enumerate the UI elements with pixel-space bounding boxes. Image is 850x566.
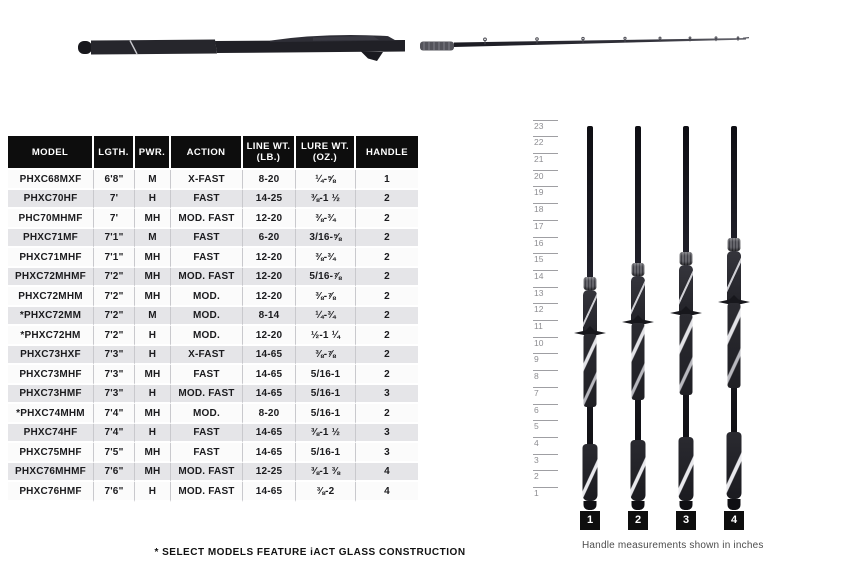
cell-power: M	[135, 229, 171, 249]
cell-lure-wt: ¼-¾	[296, 307, 356, 327]
table-row	[8, 404, 418, 424]
cell-handle: 2	[356, 365, 418, 385]
cell-action: FAST	[171, 229, 243, 249]
ruler-label: 1	[533, 487, 558, 498]
table-row	[8, 463, 418, 483]
cell-power: M	[135, 170, 171, 190]
table-row	[8, 287, 418, 307]
cell-power: H	[135, 385, 171, 405]
table-row	[8, 209, 418, 229]
cell-line-wt: 12-20	[243, 287, 296, 307]
cell-action: FAST	[171, 424, 243, 444]
cell-line-wt: 12-20	[243, 209, 296, 229]
ruler-label: 19	[533, 186, 558, 197]
rod-blank	[635, 126, 641, 263]
ruler-label: 9	[533, 353, 558, 364]
cell-action: FAST	[171, 248, 243, 268]
cell-power: MH	[135, 404, 171, 424]
ruler-label: 20	[533, 170, 558, 181]
ruler-label: 13	[533, 287, 558, 298]
cell-handle: 2	[356, 268, 418, 288]
cell-length: 7'2"	[94, 307, 135, 327]
cell-lure-wt: ¼-⅝	[296, 170, 356, 190]
cell-length: 7'2"	[94, 287, 135, 307]
cell-handle: 2	[356, 404, 418, 424]
cell-handle: 4	[356, 463, 418, 483]
cell-action: MOD.	[171, 404, 243, 424]
cell-model: *PHXC74MHM	[8, 404, 94, 424]
cell-action: MOD.	[171, 307, 243, 327]
table-row	[8, 229, 418, 249]
cell-handle: 4	[356, 482, 418, 502]
handle-number-badge: 4	[724, 511, 744, 530]
cell-action: MOD.	[171, 326, 243, 346]
rod-butt-cap	[78, 41, 92, 54]
cell-handle: 1	[356, 170, 418, 190]
cell-line-wt: 14-65	[243, 424, 296, 444]
butt-grip	[727, 432, 742, 499]
cell-line-wt: 8-20	[243, 170, 296, 190]
cell-power: MH	[135, 209, 171, 229]
cell-action: FAST	[171, 365, 243, 385]
ruler-label: 8	[533, 370, 558, 381]
cell-lure-wt: ⅜-2	[296, 482, 356, 502]
cell-action: X-FAST	[171, 170, 243, 190]
cell-power: MH	[135, 248, 171, 268]
cell-action: MOD. FAST	[171, 482, 243, 502]
cell-action: MOD.	[171, 287, 243, 307]
cell-power: MH	[135, 443, 171, 463]
handle-figure	[520, 120, 820, 566]
upper-grip	[728, 303, 741, 388]
upper-grip	[632, 323, 645, 400]
rod-blank	[683, 126, 689, 252]
cell-lure-wt: ½-1 ¼	[296, 326, 356, 346]
rod-blank	[731, 126, 737, 238]
cell-handle: 3	[356, 424, 418, 444]
cell-power: MH	[135, 287, 171, 307]
cell-power: H	[135, 326, 171, 346]
table-row	[8, 248, 418, 268]
col-header-power: PWR.	[135, 136, 171, 170]
col-header-handle: HANDLE	[356, 136, 418, 170]
cell-model: PHC70MHMF	[8, 209, 94, 229]
ruler-label: 7	[533, 387, 558, 398]
split-grip-blank	[731, 388, 737, 432]
rod-handle-3	[666, 126, 706, 512]
rod-handle-1	[570, 126, 610, 512]
cell-action: FAST	[171, 443, 243, 463]
cell-model: PHXC70HF	[8, 190, 94, 210]
cell-power: H	[135, 482, 171, 502]
cell-model: PHXC68MXF	[8, 170, 94, 190]
col-header-model: MODEL	[8, 136, 94, 170]
ruler-label: 2	[533, 470, 558, 481]
cell-line-wt: 12-20	[243, 268, 296, 288]
cell-length: 7'1"	[94, 229, 135, 249]
cell-line-wt: 14-25	[243, 190, 296, 210]
cell-line-wt: 14-65	[243, 482, 296, 502]
cell-handle: 2	[356, 209, 418, 229]
cell-lure-wt: ⅜-¾	[296, 248, 356, 268]
cell-action: MOD. FAST	[171, 268, 243, 288]
cell-length: 7'3"	[94, 385, 135, 405]
table-row	[8, 346, 418, 366]
ruler-label: 22	[533, 136, 558, 147]
cell-handle: 2	[356, 307, 418, 327]
ruler-label: 15	[533, 253, 558, 264]
spec-table-body	[8, 170, 418, 502]
cell-lure-wt: 3/16-⅝	[296, 229, 356, 249]
cell-length: 7'2"	[94, 326, 135, 346]
table-row	[8, 365, 418, 385]
cell-line-wt: 12-20	[243, 248, 296, 268]
knurled-collar	[584, 277, 597, 290]
cell-length: 7'6"	[94, 463, 135, 483]
cell-line-wt: 14-65	[243, 385, 296, 405]
table-row	[8, 190, 418, 210]
butt-grip	[679, 437, 694, 501]
cell-handle: 2	[356, 326, 418, 346]
ruler-label: 11	[533, 320, 558, 331]
cell-model: *PHXC72MM	[8, 307, 94, 327]
table-row	[8, 326, 418, 346]
cell-lure-wt: 5/16-⅞	[296, 268, 356, 288]
cell-model: PHXC71MHF	[8, 248, 94, 268]
spec-table	[8, 136, 418, 502]
cell-model: PHXC72MHMF	[8, 268, 94, 288]
knurled-collar	[680, 252, 693, 265]
cell-lure-wt: 5/16-1	[296, 404, 356, 424]
cell-power: MH	[135, 463, 171, 483]
knurled-collar	[632, 263, 645, 276]
cell-length: 7'	[94, 209, 135, 229]
rod-blank	[587, 126, 593, 277]
cell-length: 7'3"	[94, 365, 135, 385]
table-row	[8, 443, 418, 463]
cell-power: MH	[135, 268, 171, 288]
table-row	[8, 385, 418, 405]
cell-power: H	[135, 424, 171, 444]
cell-length: 7'	[94, 190, 135, 210]
split-grip-blank	[587, 407, 593, 444]
cell-length: 7'6"	[94, 482, 135, 502]
figure-caption: Handle measurements shown in inches	[582, 540, 764, 551]
cell-length: 7'4"	[94, 404, 135, 424]
ruler-label: 17	[533, 220, 558, 231]
butt-cap	[680, 501, 693, 510]
ruler-label: 21	[533, 153, 558, 164]
rod-photo	[75, 16, 750, 66]
cell-length: 7'5"	[94, 443, 135, 463]
table-row	[8, 307, 418, 327]
butt-cap	[632, 501, 645, 510]
cell-lure-wt: ⅜-1 ½	[296, 424, 356, 444]
cell-lure-wt: 5/16-1	[296, 385, 356, 405]
cell-model: PHXC73MHF	[8, 365, 94, 385]
split-grip-blank	[635, 400, 641, 440]
knurled-collar	[728, 238, 741, 251]
cell-lure-wt: ⅜-⅞	[296, 346, 356, 366]
cell-line-wt: 8-20	[243, 404, 296, 424]
cell-power: H	[135, 190, 171, 210]
cell-handle: 3	[356, 443, 418, 463]
cell-line-wt: 14-65	[243, 365, 296, 385]
cell-length: 7'2"	[94, 268, 135, 288]
ruler-label: 12	[533, 303, 558, 314]
col-header-length: LGTH.	[94, 136, 135, 170]
cell-power: M	[135, 307, 171, 327]
cell-handle: 2	[356, 287, 418, 307]
butt-cap	[728, 499, 741, 510]
cell-length: 7'3"	[94, 346, 135, 366]
cell-model: PHXC73HMF	[8, 385, 94, 405]
cell-action: FAST	[171, 190, 243, 210]
cell-action: MOD. FAST	[171, 209, 243, 229]
casting-rod-illustration	[75, 16, 750, 66]
cell-model: *PHXC72HM	[8, 326, 94, 346]
handle-number-badge: 2	[628, 511, 648, 530]
spec-table-wrap	[8, 136, 418, 502]
col-header-line-wt: LINE WT. (LB.)	[243, 136, 296, 170]
cell-power: H	[135, 346, 171, 366]
ruler-label: 10	[533, 337, 558, 348]
table-row	[8, 268, 418, 288]
handle-number-badge: 1	[580, 511, 600, 530]
cell-length: 7'1"	[94, 248, 135, 268]
cell-model: PHXC75MHF	[8, 443, 94, 463]
cell-lure-wt: ⅜-1 ⅜	[296, 463, 356, 483]
cell-line-wt: 12-20	[243, 326, 296, 346]
cell-line-wt: 12-25	[243, 463, 296, 483]
cell-length: 7'4"	[94, 424, 135, 444]
cell-model: PHXC76MHMF	[8, 463, 94, 483]
cell-model: PHXC74HF	[8, 424, 94, 444]
cell-handle: 2	[356, 248, 418, 268]
ruler-label: 4	[533, 437, 558, 448]
footnote: * SELECT MODELS FEATURE iACT GLASS CONSTRUCTION	[154, 547, 466, 558]
ruler-label: 6	[533, 404, 558, 415]
table-row	[8, 424, 418, 444]
cell-lure-wt: ⅜-⅞	[296, 287, 356, 307]
col-header-action: ACTION	[171, 136, 243, 170]
upper-grip	[680, 314, 693, 395]
ruler-label: 5	[533, 420, 558, 431]
cell-line-wt: 14-65	[243, 443, 296, 463]
cell-lure-wt: 5/16-1	[296, 365, 356, 385]
rod-handle-2	[618, 126, 658, 512]
col-header-lure-wt: LURE WT. (OZ.)	[296, 136, 356, 170]
split-grip-blank	[683, 395, 689, 437]
cell-model: PHXC73HXF	[8, 346, 94, 366]
cell-line-wt: 6-20	[243, 229, 296, 249]
cell-lure-wt: ⅜-¾	[296, 209, 356, 229]
cell-lure-wt: ⅜-1 ½	[296, 190, 356, 210]
ruler-label: 16	[533, 237, 558, 248]
butt-grip	[631, 440, 646, 501]
cell-line-wt: 14-65	[243, 346, 296, 366]
rod-handle-4	[714, 126, 754, 512]
ruler-label: 23	[533, 120, 558, 131]
ruler-label: 3	[533, 454, 558, 465]
cell-handle: 2	[356, 346, 418, 366]
upper-grip	[584, 334, 597, 407]
ruler-label: 18	[533, 203, 558, 214]
cell-handle: 2	[356, 229, 418, 249]
ruler-label: 14	[533, 270, 558, 281]
table-header-row	[8, 136, 418, 170]
cell-action: MOD. FAST	[171, 463, 243, 483]
cell-action: MOD. FAST	[171, 385, 243, 405]
cell-handle: 2	[356, 190, 418, 210]
cell-model: PHXC72MHM	[8, 287, 94, 307]
cell-length: 6'8"	[94, 170, 135, 190]
cell-handle: 3	[356, 385, 418, 405]
cell-action: X-FAST	[171, 346, 243, 366]
cell-power: MH	[135, 365, 171, 385]
butt-cap	[584, 501, 597, 510]
table-row	[8, 482, 418, 502]
cell-model: PHXC76HMF	[8, 482, 94, 502]
butt-grip	[583, 444, 598, 501]
table-row	[8, 170, 418, 190]
handle-number-badge: 3	[676, 511, 696, 530]
cell-lure-wt: 5/16-1	[296, 443, 356, 463]
cell-line-wt: 8-14	[243, 307, 296, 327]
cell-model: PHXC71MF	[8, 229, 94, 249]
